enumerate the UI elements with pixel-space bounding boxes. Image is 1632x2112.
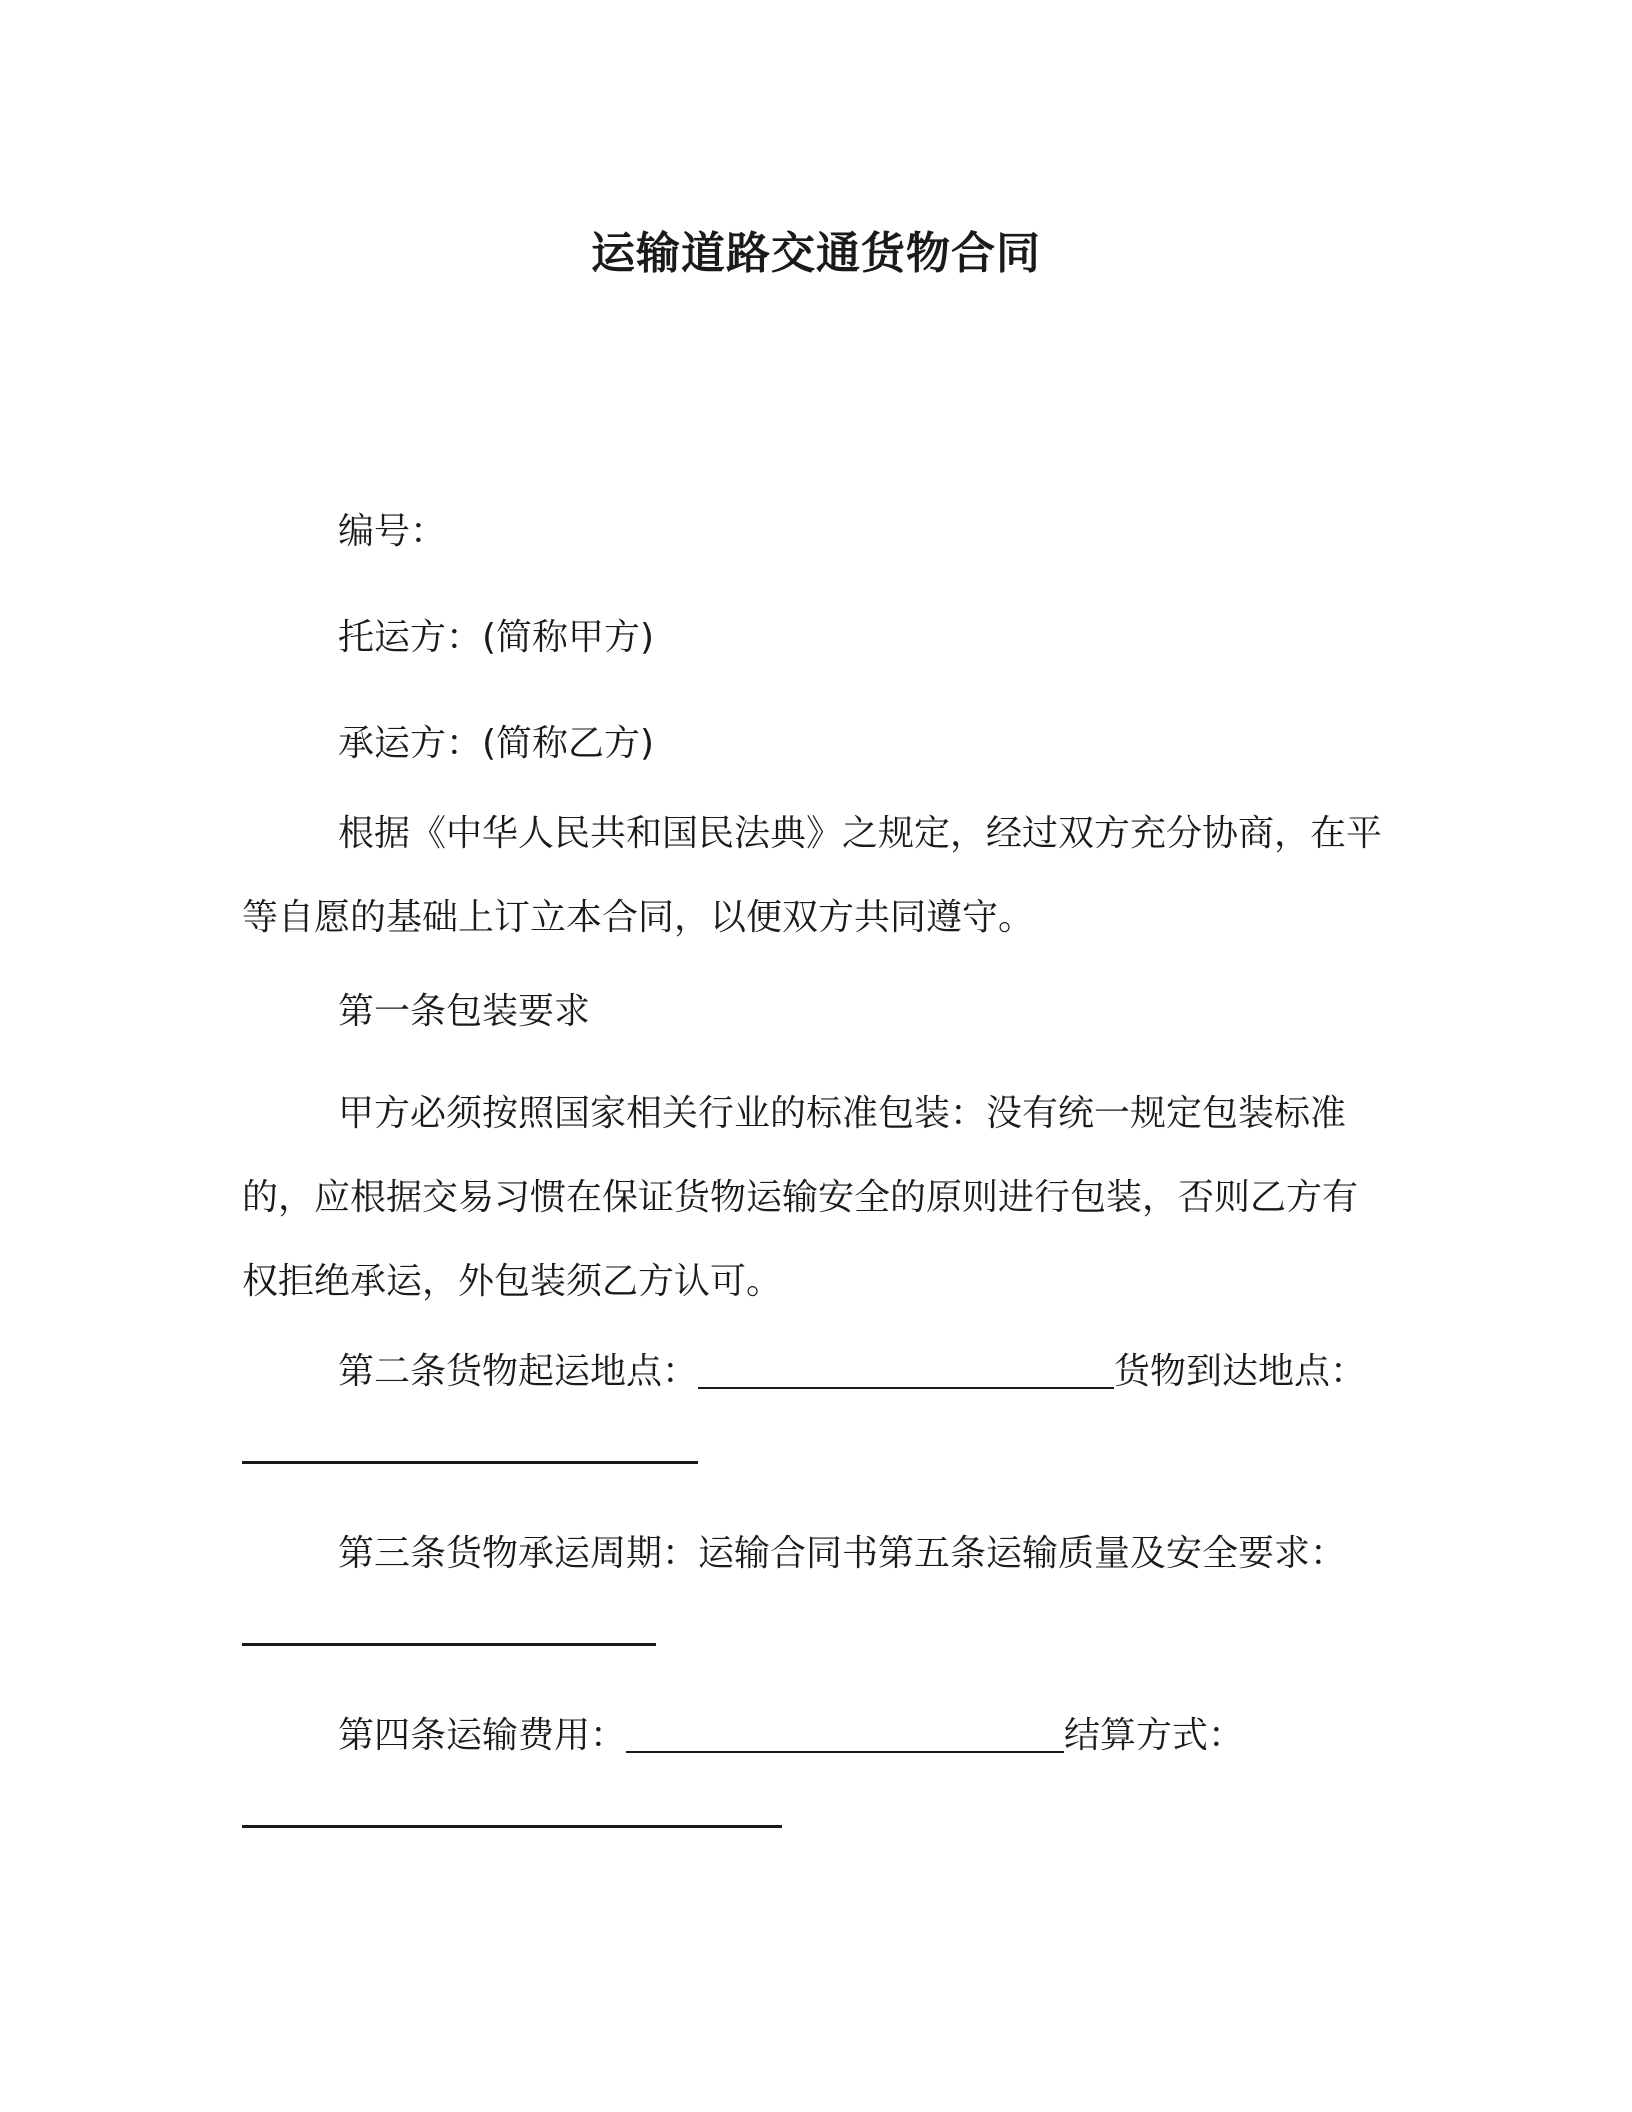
document-title: 运输道路交通货物合同 [591, 228, 1041, 279]
settlement-blank-line [242, 1825, 782, 1828]
contract-number-label: 编号： [338, 511, 447, 552]
article4-settlement-label: 结算方式： [1064, 1715, 1245, 1756]
article1-paragraph: 甲方必须按照国家相关行业的标准包装：没有统一规定包装标准的，应根据交易习惯在保证货物运输安全的原则进行包装，否则乙方有权拒绝承运，外包装须乙方认可。 [242, 1093, 1359, 1302]
origin-blank-line [698, 1387, 1114, 1389]
preamble-block [242, 792, 1388, 960]
article2-origin-label: 第二条货物起运地点： [338, 1351, 699, 1392]
shipper-label: 托运方：(简称甲方) [338, 617, 655, 658]
article4-fee-label: 第四条运输费用： [338, 1715, 627, 1756]
article2-destination-label: 货物到达地点： [1114, 1351, 1367, 1392]
article2-paragraph [242, 1330, 1388, 1414]
carrier-label: 承运方：(简称乙方) [338, 723, 655, 764]
article4-paragraph [242, 1694, 1388, 1778]
article3-block [242, 1512, 1388, 1646]
article1-heading: 第一条包装要求 [338, 991, 591, 1032]
article4-block [242, 1694, 1388, 1828]
document-body [242, 490, 1388, 786]
destination-blank-line [242, 1461, 698, 1464]
article1-heading-block [242, 970, 1388, 1054]
article2-block [242, 1330, 1388, 1464]
article1-block [242, 1072, 1388, 1324]
article3-blank-line [242, 1643, 656, 1646]
fee-blank-line [626, 1751, 1064, 1753]
preamble-paragraph: 根据《中华人民共和国民法典》之规定，经过双方充分协商，在平等自愿的基础上订立本合同，以便双方共同遵守。 [242, 813, 1383, 938]
article3-paragraph: 第三条货物承运周期：运输合同书第五条运输质量及安全要求： [338, 1533, 1347, 1574]
